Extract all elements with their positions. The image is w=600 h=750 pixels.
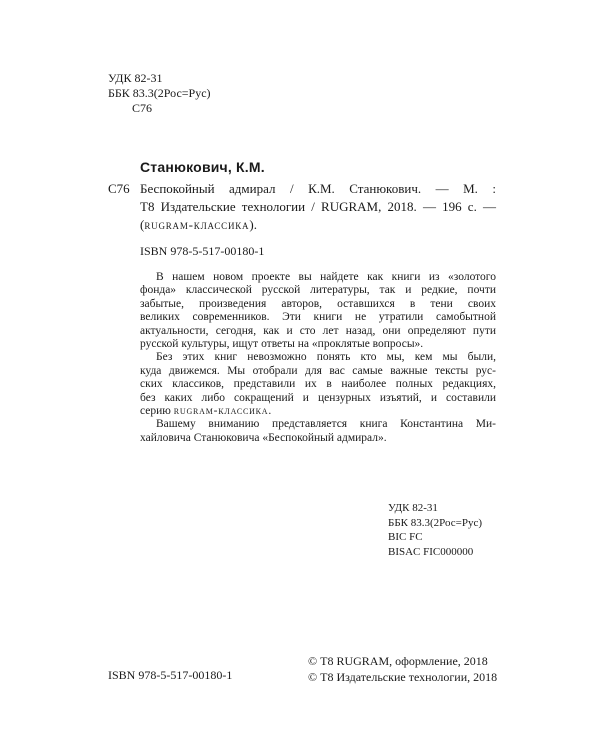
copyright-line: © Т8 Издательские технологии, 2018	[308, 670, 498, 684]
bibliographic-description	[140, 180, 496, 234]
bisac-code: BISAC FIC000000	[388, 545, 474, 558]
annotation-line: актуальности, сегодня, как и сто лет назад, они определяют пути	[140, 324, 496, 337]
annotation-line: фонда» классической русской литературы, так и редкие, почти	[140, 284, 496, 297]
author-heading: Станюкович, К.М.	[140, 159, 265, 175]
series-prefix: серию	[140, 405, 174, 418]
series-suffix: .	[268, 405, 272, 418]
bic-code: BIC FC	[388, 531, 423, 543]
copyright-line: © Т8 RUGRAM, оформление, 2018	[308, 654, 488, 668]
catalog-code: С76	[108, 181, 130, 196]
bbk-code: ББК 83.3(2Рос=Рус)	[388, 516, 482, 529]
series-paren-open: (	[140, 217, 145, 232]
classification-codes	[388, 501, 482, 559]
biblio-line: Т8 Издательские технологии / RUGRAM, 2018. — 196 с. —	[140, 199, 496, 214]
annotation-line: Вашему вниманию представляется книга Константина Ми-	[156, 418, 496, 431]
header-codes	[108, 71, 211, 116]
biblio-series-line	[140, 216, 496, 234]
annotation-line: великих современников. Эти книги не утратили самобытной	[140, 311, 496, 324]
isbn-catalog: ISBN 978-5-517-00180-1	[140, 244, 265, 258]
annotation-line	[140, 405, 496, 418]
biblio-line: Беспокойный адмирал / К.М. Станюкович. — М. :	[140, 181, 496, 196]
annotation	[140, 271, 496, 445]
annotation-line: забытые, произведения авторов, оставшихся в тени своих	[140, 297, 496, 310]
annotation-line: без каких либо сокращений и цензурных изъятий, и составили	[140, 391, 496, 404]
series-name: rugram-классика	[144, 217, 250, 232]
series-name: rugram-классика	[173, 405, 269, 418]
annotation-line: ских классиков, представили их в наиболее полных редакциях,	[140, 378, 496, 391]
annotation-line: русской культуры, ищут ответы на «проклятые вопросы».	[140, 338, 424, 351]
copyright-notice	[308, 653, 497, 685]
annotation-line: хайловича Станюковича «Беспокойный адмирал».	[140, 431, 387, 444]
udk-code: УДК 82-31	[388, 502, 438, 514]
annotation-line: В нашем новом проекте вы найдете как книги из «золотого	[156, 271, 496, 283]
udk-code: УДК 82-31	[108, 71, 163, 85]
bbk-code: ББК 83.3(2Рос=Рус)	[108, 86, 211, 100]
author-mark: С76	[132, 101, 153, 115]
annotation-line: куда движемся. Мы отобрали для вас самые важные тексты рус-	[140, 364, 496, 377]
series-paren-close: ).	[249, 217, 257, 232]
isbn-footer: ISBN 978-5-517-00180-1	[108, 668, 233, 682]
annotation-line: Без этих книг невозможно понять кто мы, кем мы были,	[156, 351, 496, 364]
